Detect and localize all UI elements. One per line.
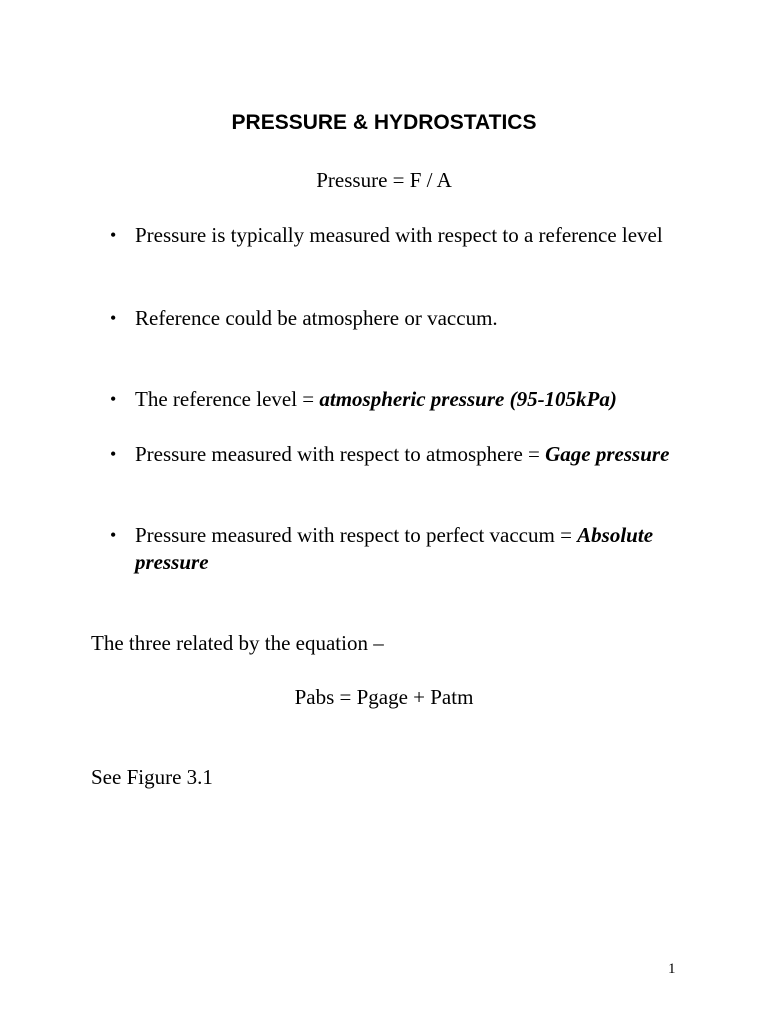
list-item bbox=[110, 305, 670, 332]
list-item bbox=[110, 386, 670, 413]
bullet-icon: • bbox=[110, 308, 117, 328]
page-title: PRESSURE & HYDROSTATICS bbox=[231, 111, 537, 134]
list-item bbox=[110, 522, 670, 576]
list-item bbox=[110, 222, 670, 249]
bullet-emphasis: atmospheric pressure (95-105kPa) bbox=[319, 387, 617, 411]
bullet-emphasis: Gage pressure bbox=[545, 442, 670, 466]
relation-intro: The three related by the equation – bbox=[91, 631, 384, 655]
bullet-icon: • bbox=[110, 225, 117, 245]
pressure-formula: Pressure = F / A bbox=[316, 168, 452, 192]
list-item bbox=[110, 441, 670, 468]
bullet-text: Reference could be atmosphere or vaccum. bbox=[135, 306, 498, 330]
bullet-emphasis: Absolute pressure bbox=[135, 523, 654, 574]
bullet-icon: • bbox=[110, 389, 117, 409]
bullet-icon: • bbox=[110, 525, 117, 545]
page-number: 1 bbox=[668, 961, 676, 977]
pressure-equation: Pabs = Pgage + Patm bbox=[294, 685, 474, 709]
bullet-text: The reference level = bbox=[135, 387, 320, 411]
figure-reference: See Figure 3.1 bbox=[91, 765, 213, 789]
bullet-text: Pressure is typically measured with respect to a reference level bbox=[135, 223, 663, 247]
bullet-text: Pressure measured with respect to atmosphere = bbox=[135, 442, 546, 466]
bullet-text: Pressure measured with respect to perfect vaccum = bbox=[135, 523, 578, 547]
bullet-icon: • bbox=[110, 444, 117, 464]
